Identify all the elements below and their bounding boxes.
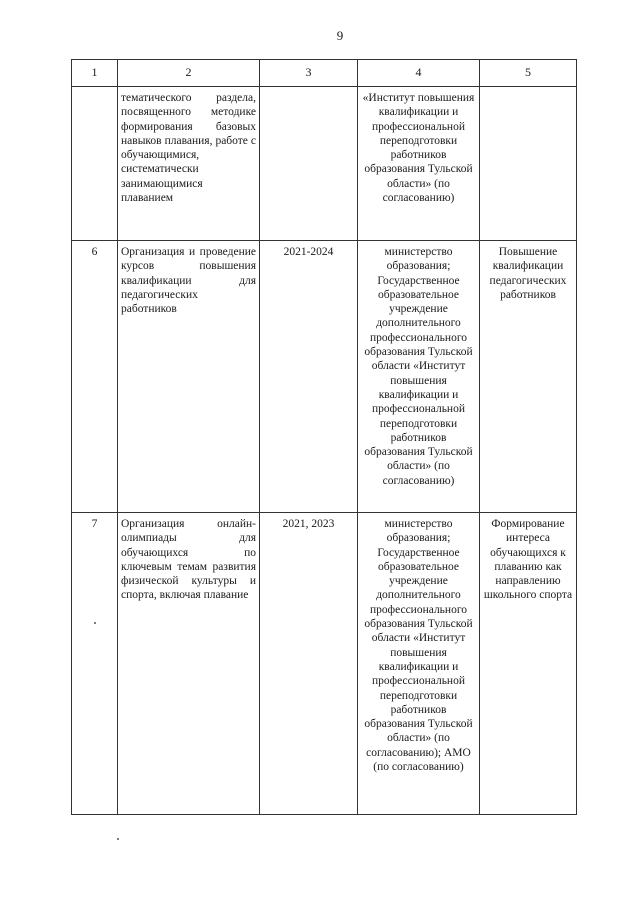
row-executor: «Институт повышения квалификации и профессиональной переподготовки работников образования Тульской области» (по согласованию) bbox=[358, 87, 480, 241]
row-activity: Организация и проведение курсов повышения квалификации для педагогических работников bbox=[118, 241, 260, 513]
scan-speck bbox=[117, 838, 119, 840]
row-activity: тематического раздела, посвященного методике формирования базовых навыков плавания, работе с обучающимися, систематически занимающимися плаванием bbox=[118, 87, 260, 241]
row-number bbox=[72, 87, 118, 241]
scan-speck bbox=[94, 622, 96, 624]
table-row bbox=[72, 513, 577, 815]
table-row bbox=[72, 241, 577, 513]
header-col-2: 2 bbox=[118, 60, 260, 87]
row-result: Формирование интереса обучающихся к плаванию как направлению школьного спорта bbox=[480, 513, 577, 815]
row-number: 7 bbox=[72, 513, 118, 815]
row-executor: министерство образования; Государственное образовательное учреждение дополнительного профессионального образования Тульской области «Институт повышения квалификации и профессиональной переподготовки работников образования Тульской области» (по согласованию); АМО (по согласованию) bbox=[358, 513, 480, 815]
header-row bbox=[72, 60, 577, 87]
row-number: 6 bbox=[72, 241, 118, 513]
table-row bbox=[72, 87, 577, 241]
row-result bbox=[480, 87, 577, 241]
page-number: 9 bbox=[336, 28, 344, 43]
row-period bbox=[260, 87, 358, 241]
header-col-5: 5 bbox=[480, 60, 577, 87]
header-col-3: 3 bbox=[260, 60, 358, 87]
row-period: 2021, 2023 bbox=[260, 513, 358, 815]
row-period: 2021-2024 bbox=[260, 241, 358, 513]
row-executor: министерство образования; Государственное образовательное учреждение дополнительного профессионального образования Тульской области «Институт повышения квалификации и профессиональной переподготовки работников образования Тульской области» (по согласованию) bbox=[358, 241, 480, 513]
row-activity: Организация онлайн-олимпиады для обучающихся по ключевым темам развития физической культуры и спорта, включая плавание bbox=[118, 513, 260, 815]
row-result: Повышение квалификации педагогических работников bbox=[480, 241, 577, 513]
header-col-1: 1 bbox=[72, 60, 118, 87]
header-col-4: 4 bbox=[358, 60, 480, 87]
measures-table bbox=[71, 59, 577, 815]
